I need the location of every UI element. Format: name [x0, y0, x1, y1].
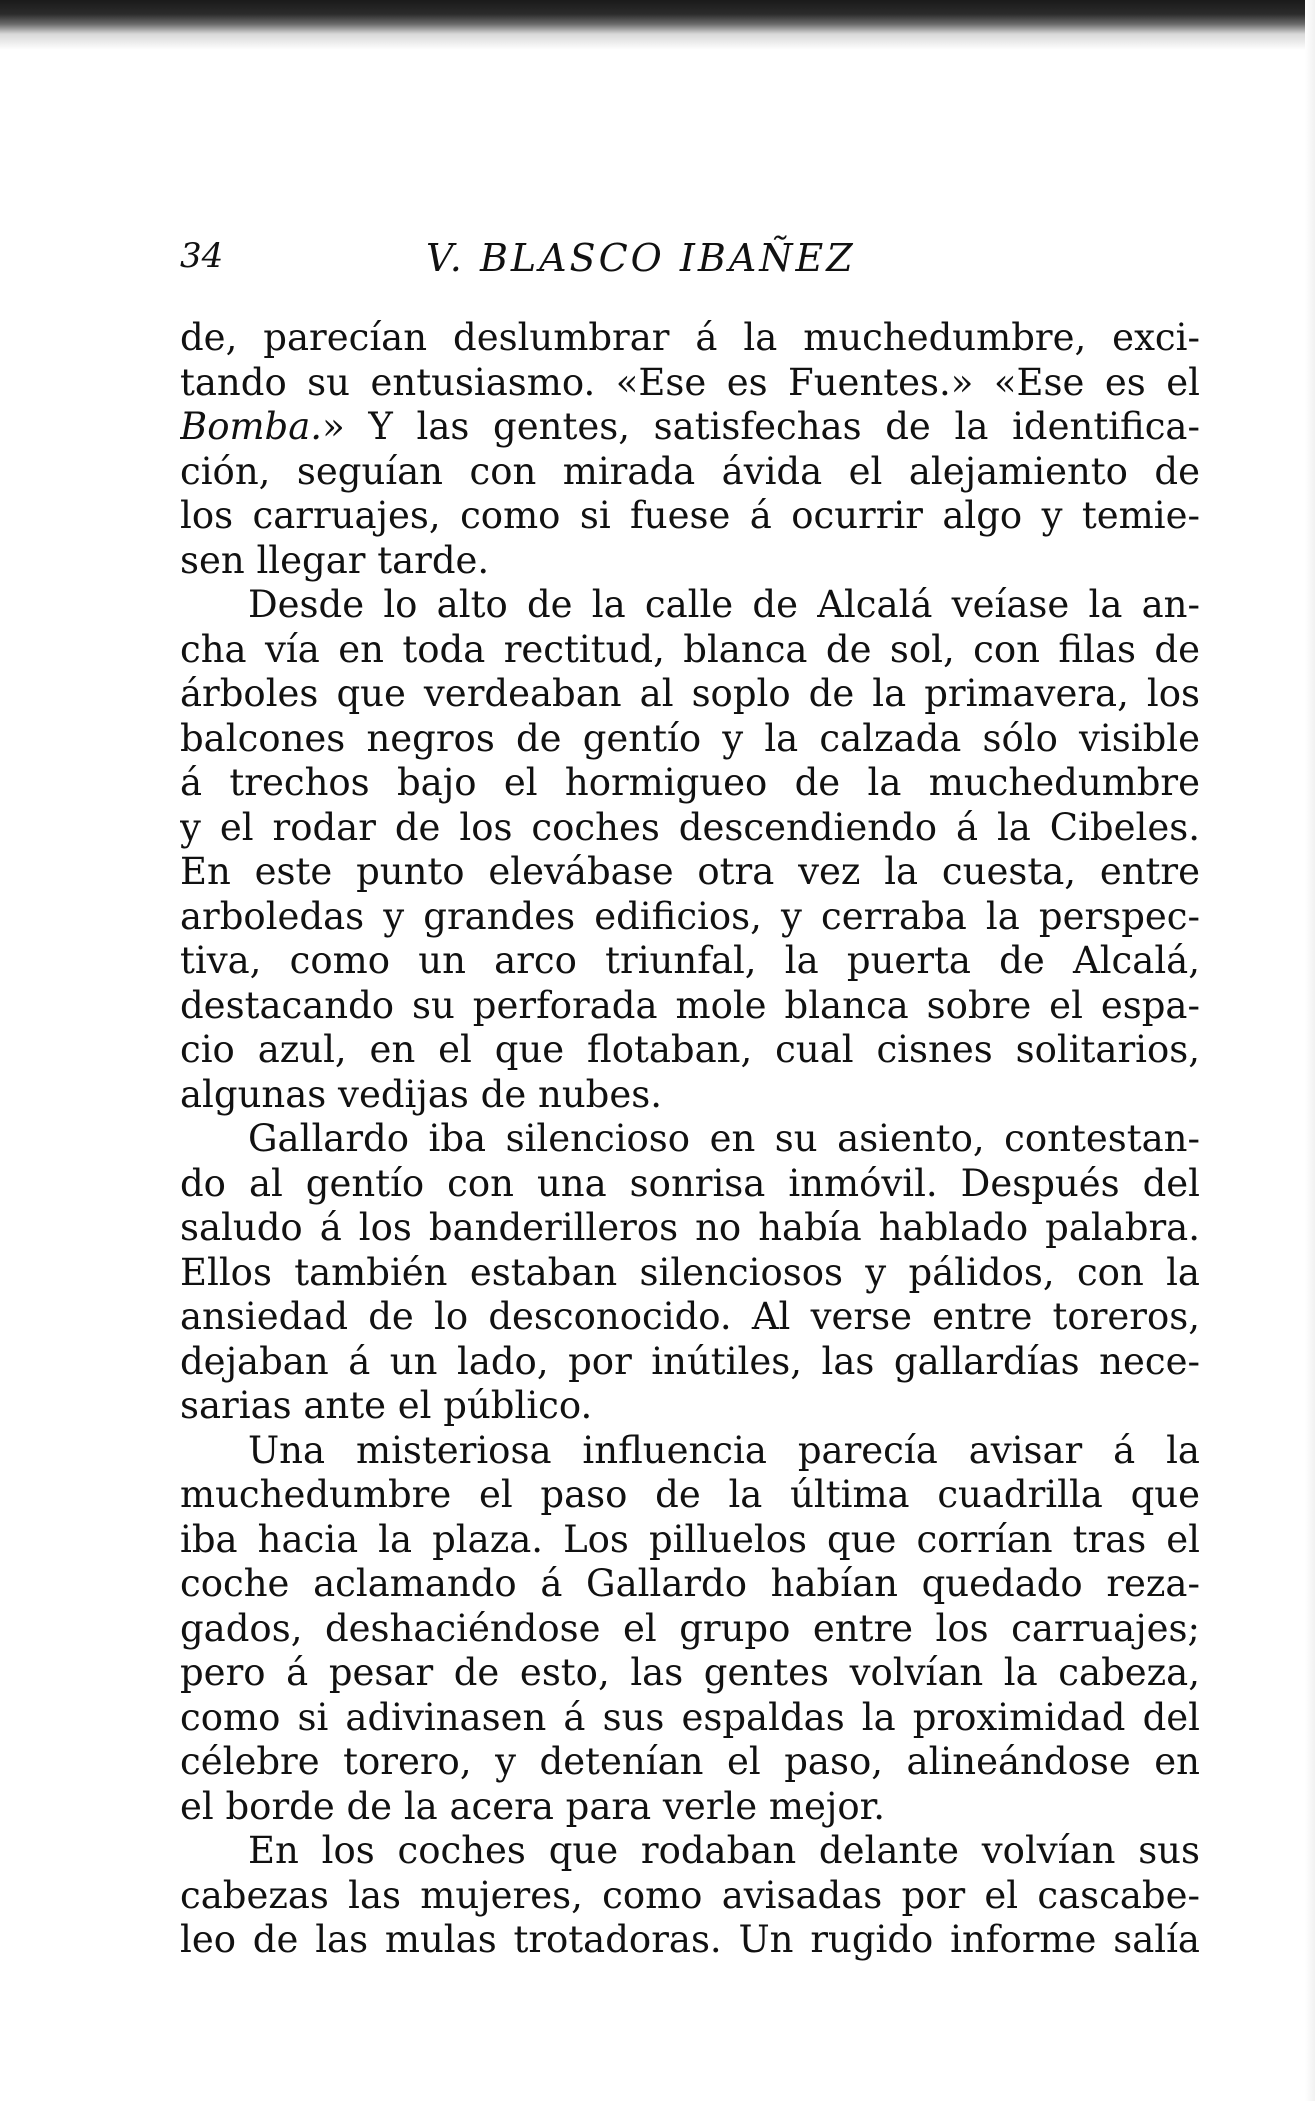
text-line: pero á pesar de esto, las gentes volvían la cabeza,	[180, 1651, 1200, 1694]
text-line: Gallardo iba silencioso en su asiento, contestan-	[248, 1117, 1200, 1160]
text-line: el borde de la acera para verle mejor.	[180, 1784, 886, 1828]
text-line: tiva, como un arco triunfal, la puerta de Alcalá,	[180, 939, 1200, 982]
text-line: cio azul, en el que flotaban, cual cisnes solitarios,	[180, 1028, 1200, 1071]
text-line: Una misteriosa influencia parecía avisar á la	[248, 1428, 1200, 1472]
text-line: destacando su perforada mole blanca sobre el espa-	[180, 983, 1200, 1027]
text-line: sarias ante el público.	[180, 1384, 593, 1427]
page-number: 34	[180, 236, 224, 276]
text-line: do al gentío con una sonrisa inmóvil. Después del	[180, 1161, 1200, 1205]
italic-name: Bomba.	[180, 405, 323, 448]
text-line: leo de las mulas trotadoras. Un rugido informe salía	[180, 1918, 1200, 1961]
scan-edge-right	[1305, 0, 1315, 2101]
text-line: sen llegar tarde.	[180, 538, 490, 582]
text-line: ansiedad de lo desconocido. Al verse entre toreros,	[180, 1295, 1200, 1338]
running-head: V. BLASCO IBAÑEZ	[426, 236, 856, 280]
text-line: tando su entusiasmo. «Ese es Fuentes.» «Ese es el	[180, 360, 1200, 404]
text-line: de, parecían deslumbrar á la muchedumbre, exci-	[180, 316, 1200, 359]
scan-edge-top	[0, 0, 1315, 58]
text-line: En los coches que rodaban delante volvían sus	[248, 1829, 1200, 1872]
text-line: á trechos bajo el hormigueo de la muchedumbre	[180, 761, 1200, 804]
body-text	[180, 316, 1200, 1963]
text-line: y el rodar de los coches descendiendo á la Cibeles.	[180, 805, 1200, 849]
text-line: balcones negros de gentío y la calzada sólo visible	[180, 716, 1200, 760]
text-line: ción, seguían con mirada ávida el alejamiento de	[180, 449, 1200, 493]
text-line: muchedumbre el paso de la última cuadrilla que	[180, 1473, 1200, 1516]
text-line: como si adivinasen á sus espaldas la proximidad del	[180, 1695, 1200, 1739]
text-line: Desde lo alto de la calle de Alcalá veíase la an-	[248, 583, 1200, 626]
text-line: arboledas y grandes edificios, y cerraba la perspec-	[180, 894, 1200, 938]
text-line: algunas vedijas de nubes.	[180, 1072, 662, 1116]
text-line: coche aclamando á Gallardo habían quedado reza-	[180, 1562, 1200, 1605]
text-line: iba hacia la plaza. Los pilluelos que corrían tras el	[180, 1517, 1200, 1561]
text-line: Bomba.» Y las gentes, satisfechas de la identifica-	[180, 405, 1200, 448]
text-line: cabezas las mujeres, como avisadas por el cascabe-	[180, 1873, 1200, 1917]
text-line: dejaban á un lado, por inútiles, las gallardías nece-	[180, 1339, 1200, 1383]
text-line: célebre torero, y detenían el paso, alineándose en	[180, 1740, 1200, 1783]
text-line: Ellos también estaban silenciosos y pálidos, con la	[180, 1250, 1200, 1294]
text-line: En este punto elevábase otra vez la cuesta, entre	[180, 850, 1200, 893]
text-line: gados, deshaciéndose el grupo entre los carruajes;	[180, 1606, 1200, 1650]
text-line: saludo á los banderilleros no había hablado palabra.	[180, 1206, 1200, 1249]
text-line: árboles que verdeaban al soplo de la primavera, los	[180, 672, 1200, 715]
text-line: los carruajes, como si fuese á ocurrir algo y temie-	[180, 494, 1200, 537]
page-header	[180, 236, 1200, 284]
text-line: cha vía en toda rectitud, blanca de sol, con filas de	[180, 627, 1200, 671]
